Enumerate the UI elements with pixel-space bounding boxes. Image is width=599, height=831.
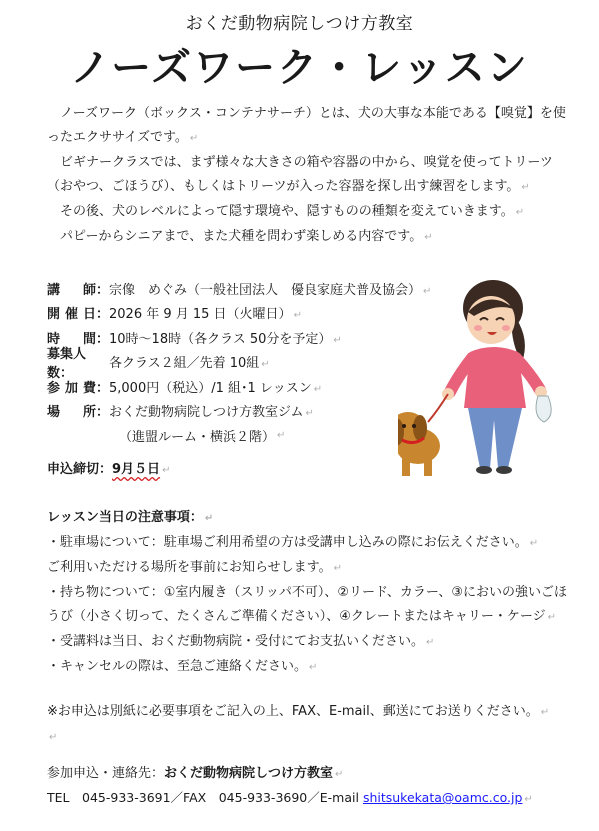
intro-paragraph: パピーからシニアまで、また犬種を問わず楽しめる内容です。 ↵ bbox=[60, 229, 433, 244]
place-label: 場 所： bbox=[47, 405, 109, 421]
date-value: 2026 年 9 月 15 日（火曜日） ↵ bbox=[109, 307, 302, 323]
contact-line: 参加申込・連絡先：おくだ動物病院しつけ方教室 ↵ bbox=[47, 766, 344, 781]
notes-section bbox=[47, 506, 572, 680]
deadline-value: 9月５日 bbox=[112, 462, 161, 477]
note-item: ・キャンセルの際は、至急ご連絡ください。 ↵ bbox=[47, 659, 318, 674]
organization-name: おくだ動物病院しつけ方教室 bbox=[185, 14, 414, 34]
capacity-value: 各クラス２組／先着 10組 ↵ bbox=[109, 356, 270, 372]
woman-walking-dog-icon bbox=[398, 280, 568, 480]
place-value: おくだ動物病院しつけ方教室ジム ↵ bbox=[109, 405, 314, 421]
apply-note: ※お申込は別紙に必要事項をご記入の上、FAX、E-mail、郵送にてお送りください。 ↵ ↵ bbox=[47, 704, 550, 743]
time-value: 10時～18時（各クラス 50分を予定） ↵ bbox=[109, 331, 342, 347]
tel-fax-text: TEL 045-933-3691／FAX 045-933-3690／E-mail bbox=[47, 790, 359, 805]
intro-section bbox=[47, 102, 567, 250]
intro-paragraph: その後、犬のレベルによって隠す環境や、隠すものの種類を変えていきます。 ↵ bbox=[60, 204, 525, 219]
intro-paragraph: ビギナークラスでは、まず様々な大きさの箱や容器の中から、嗅覚を使ってトリーツ（おやつ、ごほうび）、もしくはトリーツが入った容器を探し出す練習をします。 ↵ bbox=[47, 155, 553, 194]
deadline: 申込締切：9月５日 ↵ bbox=[47, 462, 171, 477]
note-item: ・受講料は当日、おくだ動物病院・受付にてお支払いください。 ↵ bbox=[47, 634, 435, 649]
page-title: ノーズワーク・レッスン bbox=[70, 45, 529, 91]
time-label: 時 間： bbox=[47, 331, 109, 347]
instructor-label: 講 師： bbox=[47, 282, 109, 298]
contact-label: 参加申込・連絡先： bbox=[47, 766, 165, 781]
email-link[interactable]: shitsukekata@oamc.co.jp bbox=[362, 790, 523, 805]
fee-label: 参 加 費： bbox=[47, 380, 109, 396]
contact-name: おくだ動物病院しつけ方教室 bbox=[164, 766, 334, 781]
tel-fax-email: TEL 045-933-3691／FAX 045-933-3690／E-mail shitsukekata@oamc.co.jp ↵ bbox=[47, 790, 533, 805]
note-item: ご利用いただける場所を事前にお知らせします。 ↵ bbox=[47, 560, 342, 575]
instructor-value: 宗像 めぐみ（一般社団法人 優良家庭犬普及協会） ↵ bbox=[109, 282, 432, 298]
note-item: ・持ち物について：①室内履き（スリッパ不可）、②リード、カラー、③においの強いごほうび（小さく切って、たくさんご準備ください）、④クレートまたはキャリー・ケージ ↵ bbox=[47, 585, 567, 624]
fee-value: 5,000円（税込）/1 組･1 レッスン ↵ bbox=[109, 380, 323, 396]
notes-heading: レッスン当日の注意事項： ↵ bbox=[47, 510, 214, 525]
deadline-label: 申込締切： bbox=[47, 462, 113, 477]
date-label: 開 催 日： bbox=[47, 307, 109, 323]
intro-paragraph: ノーズワーク（ボックス・コンテナサーチ）とは、犬の大事な本能である【嗅覚】を使ったエクササイズです。 ↵ bbox=[47, 106, 566, 145]
place-sub: （進盟ルーム・横浜２階） ↵ bbox=[119, 429, 286, 445]
capacity-label: 募集人数： bbox=[47, 346, 87, 381]
note-item: ・駐車場について：駐車場ご利用希望の方は受講申し込みの際にお伝えください。 ↵ bbox=[47, 535, 539, 550]
